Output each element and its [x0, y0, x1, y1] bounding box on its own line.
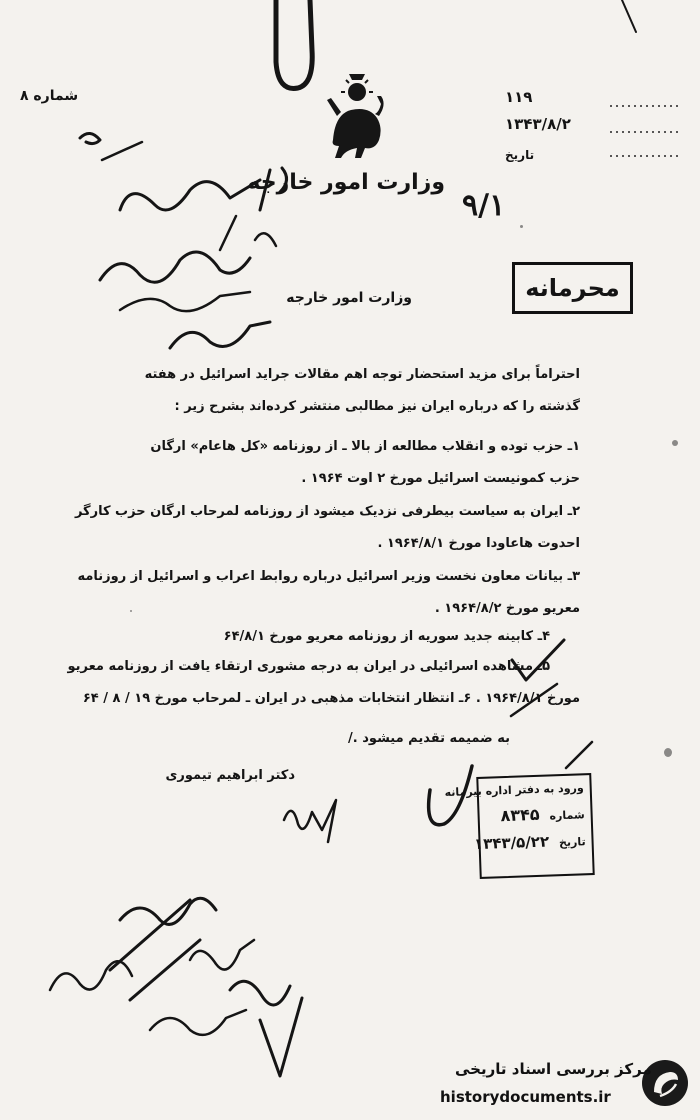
checkmark-icon [505, 680, 565, 720]
ministry-title: وزارت امور خارجه [247, 170, 445, 195]
header-number: ۱۱۹ [505, 88, 533, 106]
stamp-number-value: ۸۳۴۵ [500, 804, 540, 826]
stamp-number-row [485, 803, 585, 825]
body-line-3: ۱ـ حزب توده و انقلاب مطالعه از بالا ـ از روزنامه «کل هاعام» ارگان [150, 439, 580, 454]
corner-mark [612, 0, 652, 40]
body-line-12: به ضمیمه تقدیم میشود ./ [348, 731, 510, 746]
handwritten-annotation-bottom [40, 880, 320, 1080]
header-date: ۱۳۴۳/۸/۲ [505, 115, 571, 133]
body-line-8: معریو مورخ ۱۹۶۴/۸/۲ . [434, 601, 580, 616]
header-field-dots [560, 90, 680, 160]
paper-clip-mark [262, 0, 322, 100]
stamp-title: ورود به دفتر اداره بیرمانه [444, 781, 584, 800]
body-line-6: احدوت هاعاودا مورخ ۱۹۶۴/۸/۱ . [377, 536, 580, 551]
folio-number: ۹/۱ [462, 188, 506, 223]
body-line-7: ۳ـ بیانات معاون نخست وزیر اسرائیل درباره روابط اعراب و اسرائیل از روزنامه [77, 569, 580, 584]
stamp-date-label: تاریخ [558, 835, 586, 850]
tick-scribble [420, 760, 480, 840]
stamp-date-value: ۱۳۴۳/۵/۲۲ [473, 832, 550, 854]
handwritten-annotation-top [60, 120, 330, 360]
watermark-site: historydocuments.ir [440, 1088, 611, 1106]
registry-stamp [444, 773, 594, 879]
signatory-name: دکتر ابراهیم تیموری [165, 768, 295, 783]
body-line-4: حزب کمونیست اسرائیل مورخ ۲ اوت ۱۹۶۴ . [301, 471, 580, 486]
page-number: شماره ۸ [20, 88, 79, 104]
addressee: وزارت امور خارجه [286, 290, 412, 306]
signature-scribble [278, 790, 348, 850]
confidential-label: محرمانه [512, 262, 633, 314]
stamp-number-label: شماره [549, 808, 585, 823]
stamp-date-row [473, 831, 586, 854]
watermark-name: مرکز بررسی اسناد تاریخی [455, 1060, 652, 1078]
header-date-label: تاریخ [505, 148, 535, 162]
body-line-9: ۴ـ کابینه جدید سوریه از روزنامه معریو مورخ ۶۴/۸/۱ [223, 629, 550, 644]
checkmark-icon [560, 738, 600, 778]
body-line-5: ۲ـ ایران به سیاست بیطرفی نزدیک میشود از روزنامه لمرحاب ارگان حزب کارگر [74, 504, 580, 519]
body-line-2: گذشته را که درباره ایران نیز مطالبی منتشر کرده‌اند بشرح زیر : [174, 399, 580, 414]
body-line-10: ۵ـ مشاهده اسرائیلی در ایران به درجه مشوری ارتقاء یافت از روزنامه معریو [67, 659, 550, 674]
lion-and-sun-emblem-icon [325, 70, 390, 165]
body-line-11: مورخ ۱۹۶۴/۸/۱ . ۶ـ انتظار انتخابات مذهبی در ایران ـ لمرحاب مورخ ۱۹ / ۸ / ۶۴ [82, 691, 580, 706]
body-line-1: احتراماً برای مزید استحضار توجه اهم مقالات جراید اسرائیل در هفته [144, 367, 580, 382]
checkmark-icon [508, 636, 568, 686]
